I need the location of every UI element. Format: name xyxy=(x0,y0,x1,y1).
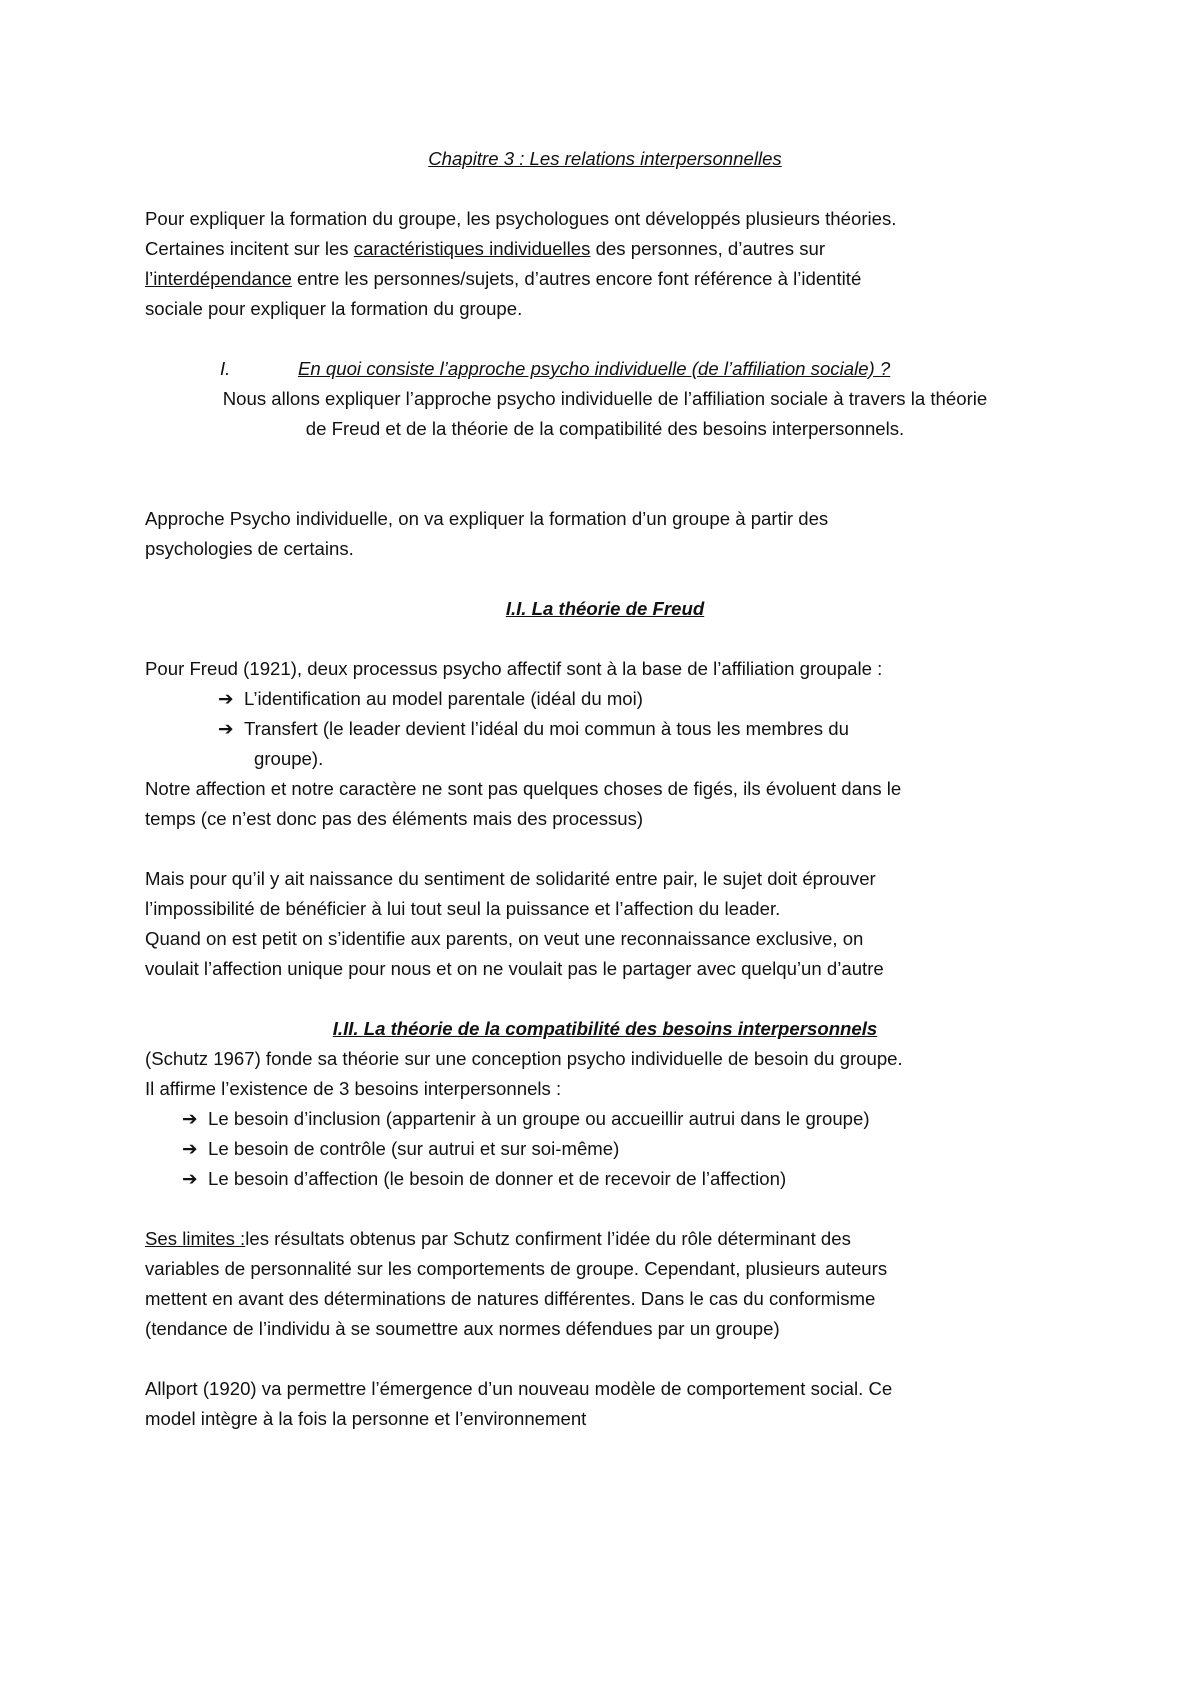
bullet-text: Le besoin d’affection (le besoin de donner et de recevoir de l’affection) xyxy=(208,1168,787,1189)
freud-paragraph-6: voulait l’affection unique pour nous et on ne voulait pas le partager avec quelqu’un d’autre xyxy=(145,958,884,979)
freud-bullet-1 xyxy=(218,684,643,714)
section-1-heading: En quoi consiste l’approche psycho individuelle (de l’affiliation sociale) ? xyxy=(298,358,891,379)
schutz-line-1: (Schutz 1967) fonde sa théorie sur une conception psycho individuelle de besoin du groupe. xyxy=(145,1048,903,1069)
allport-line-2: model intègre à la fois la personne et l’environnement xyxy=(145,1408,587,1429)
schutz-line-2: Il affirme l’existence de 3 besoins interpersonnels : xyxy=(145,1078,562,1099)
right-arrow-icon: ➔ xyxy=(182,1168,198,1189)
intro-text: Certaines incitent sur les xyxy=(145,238,354,259)
limites-label: Ses limites : xyxy=(145,1228,246,1249)
intro-text: entre les personnes/sujets, d’autres encore font référence à l’identité xyxy=(291,268,862,289)
schutz-heading: I.II. La théorie de la compatibilité des besoins interpersonnels xyxy=(332,1018,878,1039)
page-title: Chapitre 3 : Les relations interpersonnelles xyxy=(428,148,782,169)
underlined-term: l’interdépendance xyxy=(145,268,292,289)
bullet-text: L’identification au model parentale (idéal du moi) xyxy=(244,688,643,709)
approche-line-1: Approche Psycho individuelle, on va expliquer la formation d’un groupe à partir des xyxy=(145,508,829,529)
limites-line-4: (tendance de l’individu à se soumettre aux normes défendues par un groupe) xyxy=(145,1318,780,1339)
freud-paragraph-5: Quand on est petit on s’identifie aux parents, on veut une reconnaissance exclusive, on xyxy=(145,928,864,949)
freud-paragraph-3: Mais pour qu’il y ait naissance du sentiment de solidarité entre pair, le sujet doit éprouver xyxy=(145,868,876,889)
underlined-term: caractéristiques individuelles xyxy=(353,238,591,259)
section-1-line-2: de Freud et de la théorie de la compatibilité des besoins interpersonnels. xyxy=(305,418,905,439)
freud-bullet-2 xyxy=(218,714,849,744)
allport-line-1: Allport (1920) va permettre l’émergence d’un nouveau modèle de comportement social. Ce xyxy=(145,1378,893,1399)
limites-line-2: variables de personnalité sur les comportements de groupe. Cependant, plusieurs auteurs xyxy=(145,1258,888,1279)
right-arrow-icon: ➔ xyxy=(218,718,234,739)
intro-text: des personnes, d’autres sur xyxy=(590,238,826,259)
right-arrow-icon: ➔ xyxy=(182,1108,198,1129)
freud-bullet-2-cont: groupe). xyxy=(254,748,324,769)
freud-paragraph-4: l’impossibilité de bénéficier à lui tout seul la puissance et l’affection du leader. xyxy=(145,898,781,919)
section-1-line-1: Nous allons expliquer l’approche psycho individuelle de l’affiliation sociale à travers la théorie xyxy=(222,388,988,409)
schutz-bullet-1 xyxy=(182,1104,870,1134)
section-number: I. xyxy=(220,358,231,379)
bullet-text: Transfert (le leader devient l’idéal du moi commun à tous les membres du xyxy=(244,718,849,739)
schutz-bullet-2 xyxy=(182,1134,619,1164)
freud-paragraph-1: Notre affection et notre caractère ne sont pas quelques choses de figés, ils évoluent dans le xyxy=(145,778,902,799)
intro-line-3 xyxy=(145,264,861,294)
schutz-bullet-3 xyxy=(182,1164,786,1194)
intro-line-1: Pour expliquer la formation du groupe, les psychologues ont développés plusieurs théories. xyxy=(145,208,897,229)
intro-line-2 xyxy=(145,234,825,264)
freud-paragraph-2: temps (ce n’est donc pas des éléments mais des processus) xyxy=(145,808,644,829)
freud-line-1: Pour Freud (1921), deux processus psycho affectif sont à la base de l’affiliation groupale : xyxy=(145,658,883,679)
section-1-heading-row xyxy=(0,354,1200,384)
right-arrow-icon: ➔ xyxy=(182,1138,198,1159)
limites-line-1 xyxy=(145,1224,851,1254)
right-arrow-icon: ➔ xyxy=(218,688,234,709)
intro-line-4: sociale pour expliquer la formation du groupe. xyxy=(145,298,523,319)
freud-heading: I.I. La théorie de Freud xyxy=(505,598,705,619)
bullet-text: Le besoin d’inclusion (appartenir à un groupe ou accueillir autrui dans le groupe) xyxy=(208,1108,870,1129)
limites-line-3: mettent en avant des déterminations de natures différentes. Dans le cas du conformisme xyxy=(145,1288,876,1309)
limites-text: les résultats obtenus par Schutz confirment l’idée du rôle déterminant des xyxy=(245,1228,851,1249)
bullet-text: Le besoin de contrôle (sur autrui et sur soi-même) xyxy=(208,1138,620,1159)
approche-line-2: psychologies de certains. xyxy=(145,538,354,559)
